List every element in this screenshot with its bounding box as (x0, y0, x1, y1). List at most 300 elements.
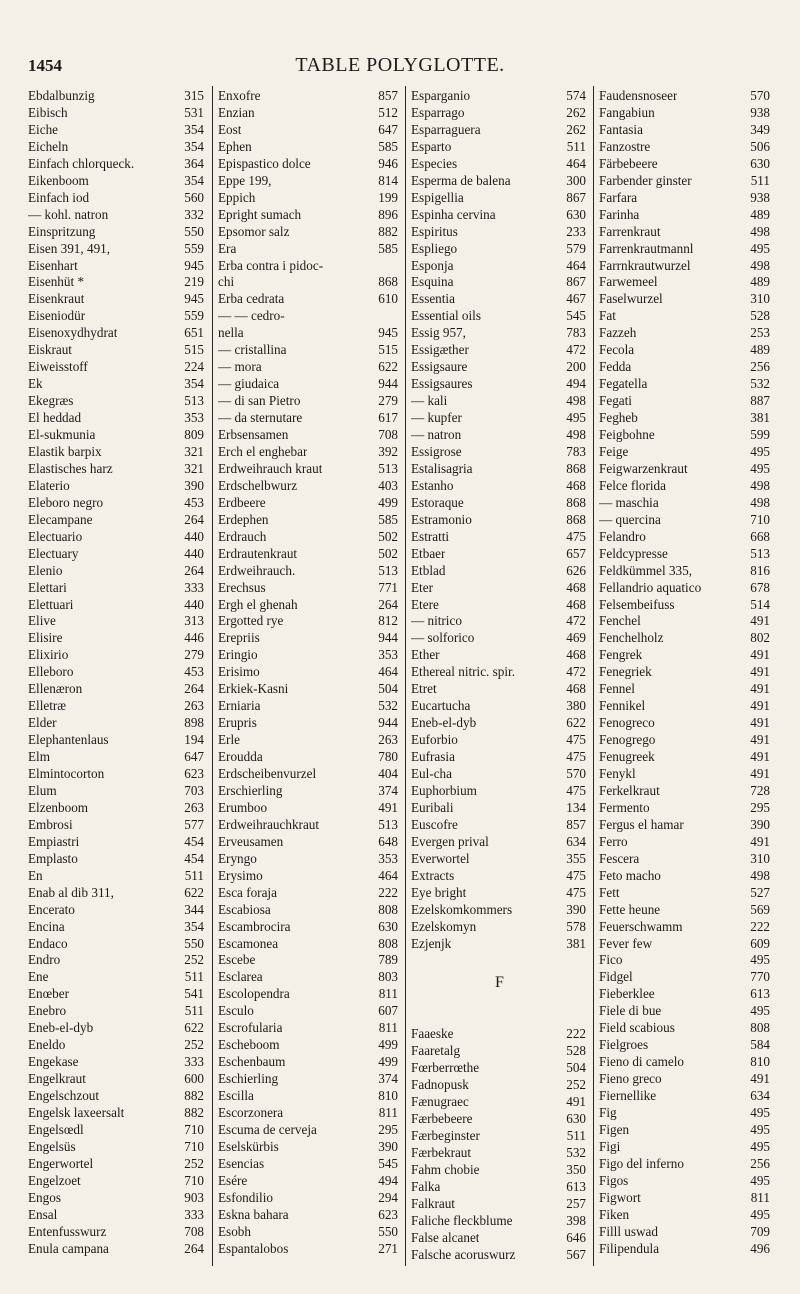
entry-page-number: 513 (750, 545, 770, 561)
entry-term: Endro (28, 952, 61, 968)
entry-term: Felce florida (599, 477, 667, 493)
index-column-1 (28, 86, 206, 1266)
entry-term: Fenykl (599, 766, 636, 781)
entry-term: Filll uswad (599, 1223, 658, 1239)
entry-term: Essigæther (411, 342, 469, 358)
entry-page-number: 515 (378, 342, 398, 358)
entry-page-number: 570 (750, 88, 770, 103)
entry-page-number: 810 (750, 1054, 770, 1070)
entry-term: Estratti (411, 528, 450, 544)
entry-page-number: 475 (566, 867, 586, 883)
entry-term: Ergh el ghenah (218, 596, 298, 612)
entry-term: Era (218, 240, 237, 256)
entry-page-number: 495 (750, 240, 770, 256)
entry-page-number: 354 (184, 918, 204, 934)
entry-term: Escambrocira (218, 918, 291, 934)
entry-term: Esparganio (411, 88, 471, 103)
entry-page-number: 498 (750, 494, 770, 510)
index-entry (218, 1239, 400, 1258)
entry-page-number: 355 (566, 850, 586, 866)
entry-term: Engelschzout (28, 1088, 100, 1104)
entry-page-number: 252 (184, 952, 204, 968)
entry-term: Eucartucha (411, 698, 471, 714)
entry-term: Espiritus (411, 223, 458, 239)
entry-page-number: 651 (184, 325, 204, 341)
entry-term: Elisire (28, 630, 63, 646)
entry-page-number: 390 (184, 477, 204, 493)
entry-page-number: 504 (566, 1060, 586, 1076)
entry-page-number: 789 (378, 952, 398, 968)
entry-term: Eleboro negro (28, 494, 104, 510)
entry-page-number: 771 (378, 579, 398, 595)
entry-page-number: 816 (750, 562, 770, 578)
entry-page-number: 498 (750, 257, 770, 273)
entry-page-number: 222 (378, 884, 398, 900)
entry-page-number: 398 (566, 1212, 586, 1228)
entry-term: Felandro (599, 528, 646, 544)
entry-term: Ene (28, 969, 49, 985)
entry-term: Fieno di camelo (599, 1054, 684, 1070)
entry-term: Euforbio (411, 732, 458, 748)
entry-page-number: 527 (750, 884, 770, 900)
entry-page-number: 295 (750, 799, 770, 815)
entry-page-number: 279 (184, 647, 204, 663)
entry-page-number: 252 (566, 1077, 586, 1093)
entry-page-number: 315 (184, 88, 204, 103)
entry-term: Farrnkrautwurzel (599, 257, 691, 273)
entry-term: Fenchelholz (599, 630, 664, 646)
entry-term: Escorzonera (218, 1105, 284, 1120)
entry-term: — kupfer (411, 410, 462, 426)
entry-page-number: 491 (750, 766, 770, 781)
entry-page-number: 263 (378, 732, 398, 748)
entry-term: Feldkümmel 335, (599, 562, 693, 578)
entry-term: Epright sumach (218, 206, 302, 222)
entry-page-number: 708 (378, 427, 398, 442)
entry-term: Erysimo (218, 867, 263, 883)
entry-page-number: 678 (750, 579, 770, 595)
entry-term: Emplasto (28, 850, 78, 866)
entry-page-number: 472 (566, 342, 586, 358)
entry-page-number: 898 (184, 715, 204, 731)
entry-page-number: 532 (566, 1145, 586, 1161)
entry-term: Encerato (28, 901, 75, 917)
entry-page-number: 622 (566, 715, 586, 731)
entry-term: Färbebeere (599, 155, 658, 171)
entry-term: Eul-cha (411, 766, 453, 781)
entry-term: Espigellia (411, 189, 464, 205)
entry-page-number: 491 (750, 715, 770, 731)
entry-page-number: 630 (750, 155, 770, 171)
entry-page-number: 491 (750, 698, 770, 714)
entry-page-number: 613 (566, 1179, 586, 1194)
entry-page-number: 264 (184, 1240, 204, 1256)
index-entry (411, 1245, 588, 1264)
entry-page-number: 945 (184, 257, 204, 273)
entry-term: Erdschelbwurz (218, 477, 298, 493)
entry-term: Esponja (411, 257, 454, 273)
entry-page-number: 468 (566, 579, 586, 595)
entry-page-number: 495 (750, 1121, 770, 1137)
entry-term: Fenchel (599, 613, 641, 629)
entry-page-number: 491 (750, 1071, 770, 1087)
entry-term: Erdephen (218, 511, 269, 527)
entry-page-number: 648 (378, 833, 398, 849)
entry-term: Fegatella (599, 376, 648, 392)
entry-page-number: 499 (378, 1054, 398, 1070)
entry-term: Feigwarzenkraut (599, 460, 688, 476)
entry-term: Einfach chlorqueck. (28, 155, 135, 171)
entry-page-number: 946 (378, 155, 398, 171)
entry-term: Escuma de cerveja (218, 1121, 317, 1137)
entry-term: Elettari (28, 579, 67, 595)
running-title: TABLE POLYGLOTTE. (295, 54, 505, 76)
entry-page-number: 491 (750, 664, 770, 680)
entry-term: Ekegræs (28, 393, 74, 409)
entry-term: Epsomor salz (218, 223, 290, 239)
entry-page-number: 364 (184, 155, 204, 171)
entry-term: Essentia (411, 291, 455, 307)
entry-term: Estramonio (411, 511, 472, 527)
entry-page-number: 344 (184, 901, 204, 917)
entry-page-number: 354 (184, 172, 204, 188)
entry-page-number: 472 (566, 613, 586, 629)
entry-page-number: 944 (378, 715, 398, 731)
entry-term: Etret (411, 681, 437, 697)
entry-page-number: 511 (184, 969, 204, 985)
entry-term: Falkraut (411, 1195, 455, 1211)
entry-page-number: 812 (378, 613, 398, 629)
entry-term: Field scabious (599, 1020, 675, 1036)
entry-term: Enebro (28, 1003, 67, 1019)
entry-page-number: 613 (750, 986, 770, 1002)
entry-term: Ethereal nitric. spir. (411, 664, 515, 680)
entry-term: — maschia (599, 494, 659, 510)
entry-term: — nitrico (411, 613, 462, 629)
entry-page-number: 440 (184, 545, 204, 561)
entry-term: Faudensnoseer (599, 88, 678, 103)
entry-term: Fidgel (599, 969, 633, 985)
entry-page-number: 349 (750, 121, 770, 137)
entry-page-number: 532 (378, 698, 398, 714)
entry-term: Enula campana (28, 1240, 109, 1256)
entry-page-number: 475 (566, 732, 586, 748)
entry-term: chi (218, 274, 235, 290)
entry-term: Feldcypresse (599, 545, 668, 561)
entry-term: Erle (218, 732, 240, 748)
entry-term: Fantasia (599, 121, 643, 137)
entry-page-number: 896 (378, 206, 398, 222)
entry-term: Erba contra i pidoc- (218, 257, 324, 273)
entry-term: Euphorbium (411, 782, 477, 798)
entry-term: Eost (218, 121, 242, 137)
entry-page-number: 353 (378, 647, 398, 663)
entry-page-number: 938 (750, 189, 770, 205)
entry-term: Etbaer (411, 545, 446, 561)
entry-term: Feuerschwamm (599, 918, 683, 934)
entry-term: Erechsus (218, 579, 266, 595)
entry-term: Eskna bahara (218, 1206, 289, 1222)
entry-page-number: 252 (184, 1155, 204, 1171)
entry-term: Erniaria (218, 698, 261, 714)
entry-page-number: 811 (378, 986, 398, 1002)
entry-page-number: 381 (566, 935, 586, 951)
entry-term: Espinha cervina (411, 206, 496, 222)
entry-page-number: 550 (378, 1223, 398, 1239)
entry-page-number: 944 (378, 376, 398, 392)
entry-page-number: 392 (378, 443, 398, 459)
entry-page-number: 811 (378, 1020, 398, 1036)
entry-term: — di san Pietro (218, 393, 301, 409)
entry-page-number: 200 (566, 359, 586, 375)
entry-page-number: 622 (378, 359, 398, 375)
entry-page-number: 550 (184, 223, 204, 239)
entry-page-number: 882 (184, 1088, 204, 1104)
entry-page-number: 513 (378, 562, 398, 578)
entry-page-number: 710 (750, 511, 770, 527)
entry-page-number: 647 (184, 749, 204, 765)
entry-term: Erdrauch (218, 528, 267, 544)
entry-page-number: 313 (184, 613, 204, 629)
entry-term: Engerwortel (28, 1155, 94, 1171)
entry-page-number: 279 (378, 393, 398, 409)
entry-page-number: 491 (750, 749, 770, 765)
entry-term: Elzenboom (28, 799, 89, 815)
entry-term: Esére (218, 1172, 248, 1188)
entry-page-number: 577 (184, 816, 204, 832)
entry-term: Eibisch (28, 104, 68, 120)
entry-term: Færbekraut (411, 1145, 472, 1161)
entry-page-number: 222 (750, 918, 770, 934)
entry-term: Einfach iod (28, 189, 90, 205)
entry-page-number: 233 (566, 223, 586, 239)
entry-term: Faselwurzel (599, 291, 663, 307)
entry-page-number: 578 (566, 918, 586, 934)
entry-term: Elastisches harz (28, 460, 113, 476)
entry-page-number: 350 (566, 1162, 586, 1178)
entry-page-number: 224 (184, 359, 204, 375)
entry-page-number: 867 (566, 274, 586, 290)
entry-page-number: 333 (184, 1054, 204, 1070)
entry-page-number: 491 (378, 799, 398, 815)
entry-page-number: 811 (378, 1105, 398, 1120)
entry-page-number: 600 (184, 1071, 204, 1087)
entry-term: Fahm chobie (411, 1162, 480, 1178)
index-entry (28, 1239, 206, 1258)
entry-page-number: 354 (184, 138, 204, 154)
entry-term: Falsche acoruswurz (411, 1246, 516, 1262)
entry-page-number: 550 (184, 935, 204, 951)
index-columns (28, 86, 772, 1266)
entry-term: Felsembeifuss (599, 596, 675, 612)
entry-page-number: 560 (184, 189, 204, 205)
entry-page-number: 559 (184, 240, 204, 256)
entry-term: Fecola (599, 342, 635, 358)
entry-page-number: 770 (750, 969, 770, 985)
entry-page-number: 617 (378, 410, 398, 426)
entry-page-number: 808 (378, 901, 398, 917)
entry-term: Einspritzung (28, 223, 96, 239)
entry-page-number: 491 (750, 613, 770, 629)
entry-page-number: 353 (378, 850, 398, 866)
entry-page-number: 495 (750, 1105, 770, 1120)
entry-page-number: 475 (566, 749, 586, 765)
entry-term: Engelsüs (28, 1138, 76, 1154)
entry-term: Fegheb (599, 410, 638, 426)
entry-page-number: 498 (750, 477, 770, 493)
entry-term: Figos (599, 1172, 629, 1188)
section-letter-heading: F (495, 974, 504, 992)
entry-page-number: 945 (184, 291, 204, 307)
entry-page-number: 511 (750, 172, 770, 188)
entry-page-number: 489 (750, 342, 770, 358)
entry-term: Elaterio (28, 477, 70, 493)
entry-page-number: 668 (750, 528, 770, 544)
entry-term: Fegati (599, 393, 632, 409)
entry-term: Engelsk laxeersalt (28, 1105, 125, 1120)
entry-term: Escrofularia (218, 1020, 283, 1036)
entry-term: Fieberklee (599, 986, 655, 1002)
entry-term: En (28, 867, 43, 883)
entry-term: Espliego (411, 240, 458, 256)
entry-page-number: 607 (378, 1003, 398, 1019)
entry-term: Eikenboom (28, 172, 89, 188)
entry-term: Fenegriek (599, 664, 652, 680)
entry-page-number: 809 (184, 427, 204, 442)
entry-page-number: 219 (184, 274, 204, 290)
entry-page-number: 469 (566, 630, 586, 646)
entry-term: Esparraguera (411, 121, 481, 137)
entry-term: Farfara (599, 189, 638, 205)
entry-term: Ferkelkraut (599, 782, 660, 798)
entry-term: Eneb-el-dyb (411, 715, 477, 731)
entry-page-number: 808 (378, 935, 398, 951)
entry-term: Everwortel (411, 850, 470, 866)
entry-term: Elixirio (28, 647, 69, 663)
entry-term: Eneb-el-dyb (28, 1020, 94, 1036)
entry-term: Engelzoet (28, 1172, 81, 1188)
entry-page-number: 194 (184, 732, 204, 748)
entry-page-number: 494 (378, 1172, 398, 1188)
entry-term: Figo del inferno (599, 1155, 684, 1171)
entry-term: — da sternutare (218, 410, 303, 426)
entry-page-number: 567 (566, 1246, 586, 1262)
entry-term: Eselskürbis (218, 1138, 279, 1154)
entry-term: Fergus el hamar (599, 816, 684, 832)
entry-term: Eiweisstoff (28, 359, 88, 375)
index-column-4 (599, 86, 772, 1266)
entry-term: Escebe (218, 952, 256, 968)
entry-page-number: 502 (378, 545, 398, 561)
entry-page-number: 134 (566, 799, 586, 815)
entry-term: — kohl. natron (28, 206, 109, 222)
entry-term: Fiele di bue (599, 1003, 662, 1019)
entry-page-number: 868 (566, 511, 586, 527)
entry-term: Eringio (218, 647, 258, 663)
entry-term: Fenogreco (599, 715, 655, 731)
entry-term: Feigbohne (599, 427, 655, 442)
entry-term: Etblad (411, 562, 446, 578)
page-header (28, 54, 772, 80)
entry-term: Eufrasia (411, 749, 455, 765)
entry-term: Elm (28, 749, 50, 765)
entry-page-number: 499 (378, 1037, 398, 1053)
entry-term: Fazzeh (599, 325, 637, 341)
entry-page-number: 495 (750, 1206, 770, 1222)
entry-page-number: 390 (750, 816, 770, 832)
entry-term: False alcanet (411, 1229, 480, 1245)
entry-term: Farrenkrautmannl (599, 240, 694, 256)
entry-page-number: 857 (566, 816, 586, 832)
entry-page-number: 511 (184, 1003, 204, 1019)
entry-term: Eisenkraut (28, 291, 85, 307)
entry-page-number: 938 (750, 104, 770, 120)
entry-term: Extracts (411, 867, 455, 883)
entry-page-number: 374 (378, 782, 398, 798)
entry-page-number: 380 (566, 698, 586, 714)
column-divider (212, 86, 213, 1266)
entry-page-number: 454 (184, 850, 204, 866)
entry-term: Escolopendra (218, 986, 290, 1002)
entry-page-number: 502 (378, 528, 398, 544)
entry-page-number: 504 (378, 681, 398, 697)
entry-page-number: 263 (184, 799, 204, 815)
entry-page-number: 464 (378, 664, 398, 680)
entry-term: Fett (599, 884, 620, 900)
entry-term: Esencias (218, 1155, 265, 1171)
entry-term: Fœrberrœthe (411, 1060, 480, 1076)
entry-term: Erdweihrauchkraut (218, 816, 320, 832)
entry-term: Fiernellike (599, 1088, 657, 1104)
entry-term: Fenugreek (599, 749, 655, 765)
entry-page-number: 446 (184, 630, 204, 646)
entry-page-number: 599 (750, 427, 770, 442)
entry-term: Figi (599, 1138, 621, 1154)
entry-term: Enœber (28, 986, 70, 1002)
entry-term: Esclarea (218, 969, 263, 985)
entry-term: Ezelskomyn (411, 918, 477, 934)
entry-term: Escheboom (218, 1037, 280, 1053)
entry-term: Faliche fleckblume (411, 1212, 513, 1228)
entry-page-number: 321 (184, 460, 204, 476)
entry-page-number: 498 (566, 393, 586, 409)
entry-page-number: 333 (184, 579, 204, 595)
entry-term: Esquina (411, 274, 454, 290)
entry-page-number: 489 (750, 206, 770, 222)
entry-page-number: 381 (750, 410, 770, 426)
entry-page-number: 390 (378, 1138, 398, 1154)
entry-term: Estanho (411, 477, 454, 493)
entry-page-number: 454 (184, 833, 204, 849)
entry-page-number: 264 (184, 562, 204, 578)
entry-term: Esobh (218, 1223, 251, 1239)
entry-term: Fermento (599, 799, 650, 815)
entry-page-number: 300 (566, 172, 586, 188)
entry-term: Engos (28, 1189, 61, 1205)
entry-term: Ferro (599, 833, 628, 849)
entry-page-number: 467 (566, 291, 586, 307)
entry-page-number: 491 (750, 732, 770, 748)
entry-term: — — cedro- (218, 308, 285, 324)
entry-page-number: 498 (566, 427, 586, 442)
entry-page-number: 512 (378, 104, 398, 120)
entry-term: Elletræ (28, 698, 67, 714)
entry-page-number: 390 (566, 901, 586, 917)
entry-page-number: 857 (378, 88, 398, 103)
entry-page-number: 709 (750, 1223, 770, 1239)
entry-term: Filipendula (599, 1240, 660, 1256)
entry-page-number: 263 (184, 698, 204, 714)
